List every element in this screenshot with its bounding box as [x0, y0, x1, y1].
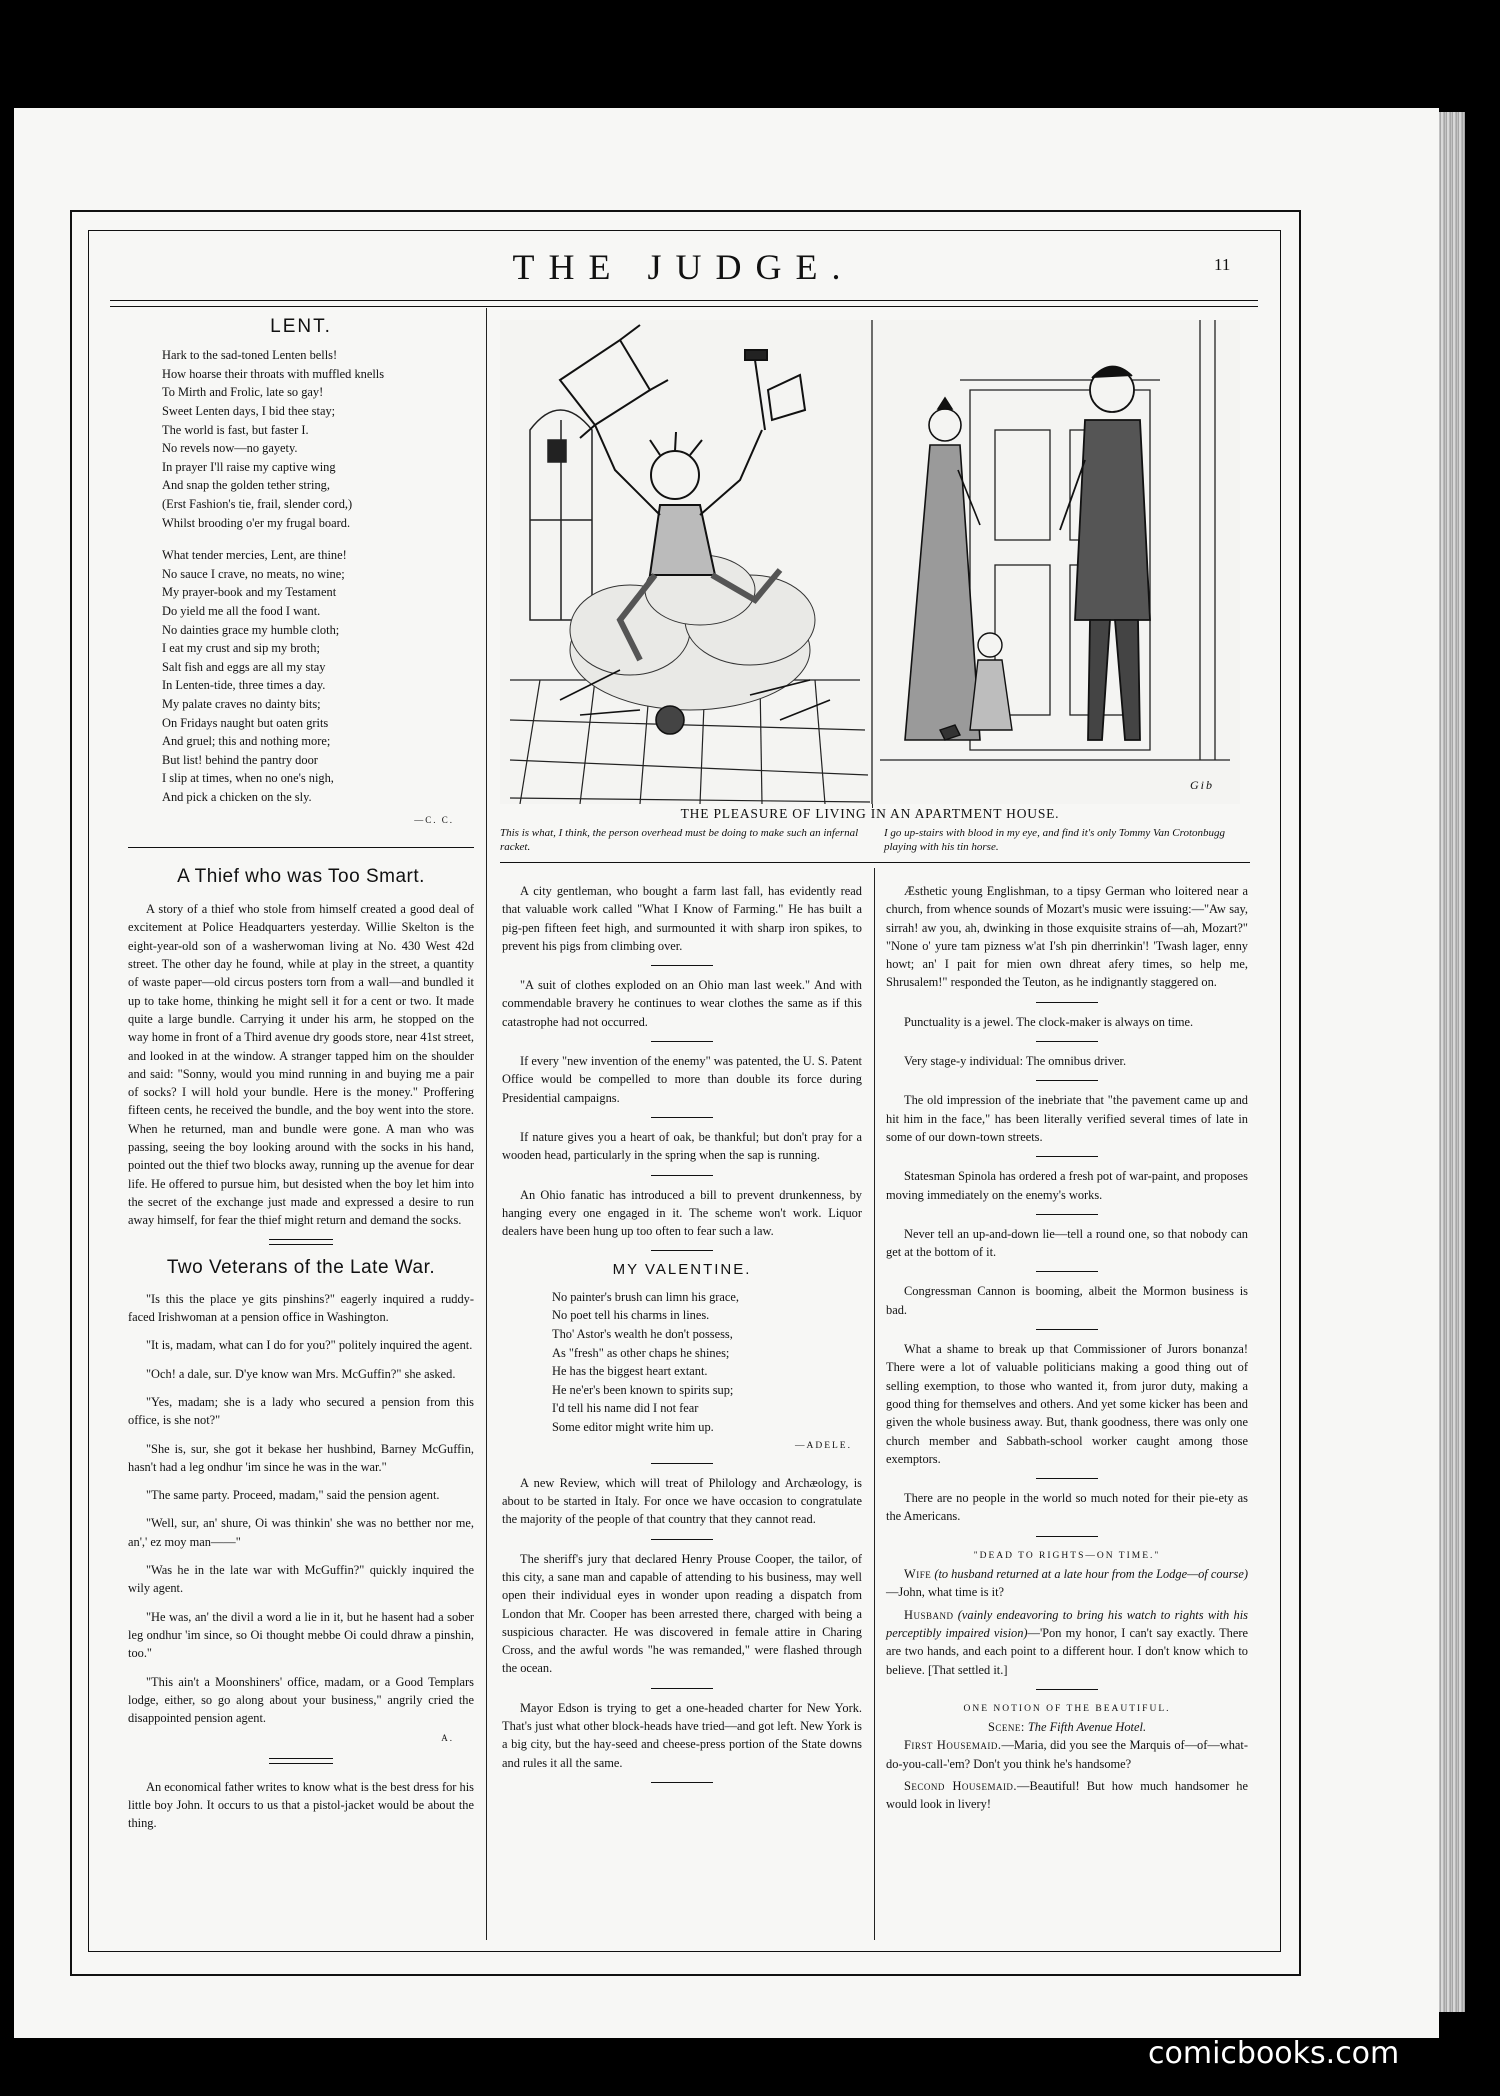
cartoon-left-subcaption: This is what, I think, the person overhead must be doing to make such an infernal racket.: [500, 827, 859, 853]
separator: [651, 1175, 713, 1176]
cartoon-svg: [500, 320, 1240, 804]
separator: [651, 965, 713, 966]
separator: [1036, 1041, 1098, 1042]
separator: [651, 1117, 713, 1118]
paragraph-item: Congressman Cannon is booming, albeit the Mormon business is bad.: [886, 1284, 1248, 1317]
column-2: [502, 882, 862, 1793]
valentine-signature: —ADELE.: [794, 1440, 852, 1451]
column-2-items: [502, 882, 862, 1251]
separator: [651, 1041, 713, 1042]
double-rule-2: [269, 1758, 333, 1764]
poem-line: He ne'er's been known to spirits sup;: [552, 1382, 734, 1397]
stanza-gap: [162, 532, 474, 546]
column-rule-2: [874, 868, 875, 1940]
veterans-paragraph: "It is, madam, what can I do for you?" politely inquired the agent.: [146, 1338, 473, 1353]
paragraph-item: There are no people in the world so much noted for their pie-ety as the Americans.: [886, 1491, 1248, 1524]
poem-line: Hark to the sad-toned Lenten bells!: [162, 348, 338, 363]
column-1: [128, 318, 474, 1843]
separator: [1036, 1478, 1098, 1479]
veterans-paragraph: "He was, an' the divil a word a lie in it, but he hasent had a sober leg ondhur 'im since, so Oi thought mebbe Oi could dhraw a pinshin, too.": [128, 1609, 474, 1661]
artist-signature: Gib: [1190, 778, 1214, 792]
separator: [1036, 1002, 1098, 1003]
paragraph-item: An Ohio fanatic has introduced a bill to prevent drunkenness, by hanging every one engaged in it. The scheme won't work. Liquor dealers have been hung up too often to fear such a law.: [502, 1187, 862, 1239]
poem-line: And gruel; this and nothing more;: [162, 734, 331, 749]
valentine-poem: [552, 1288, 862, 1437]
separator: [651, 1688, 713, 1689]
veterans-text: [128, 1290, 474, 1728]
veterans-title: Two Veterans of the Late War.: [166, 1257, 436, 1279]
column-3-items: [886, 882, 1248, 1537]
veterans-signature: A.: [441, 1733, 454, 1744]
poem-line: Do yield me all the food I want.: [162, 604, 321, 619]
poem-line: The world is fast, but faster I.: [162, 422, 309, 437]
thief-title: A Thief who was Too Smart.: [177, 865, 425, 887]
poem-line: I eat my crust and sip my broth;: [162, 641, 320, 656]
economical-text: An economical father writes to know what is the best dress for his little boy John. It occurs to us that a pistol-jacket would be about the thing.: [128, 1779, 474, 1831]
page-number: 11: [1214, 255, 1231, 274]
poem-line: In Lenten-tide, three times a day.: [162, 678, 326, 693]
masthead: THE JUDGE.: [512, 247, 855, 287]
separator: [1036, 1156, 1098, 1157]
double-rule: [269, 1239, 333, 1245]
husband-dialogue: Husband (vainly endeavoring to bring his watch to rights with his perceptibly impaired vision)—'Pon my honor, I can't say exactly. There are two hands, and each point to a different hour. I don't know which to believe. [That settled it.]: [886, 1607, 1248, 1677]
veterans-paragraph: "This ain't a Moonshiners' office, madam, or a Good Templars lodge, either, so go along about your business," angrily cried the disappointed pension agent.: [128, 1674, 474, 1726]
paragraph-item: A city gentleman, who bought a farm last fall, has evidently read that valuable work called "What I Know of Farming." He has built a pig-pen fifteen feet high, and surmounted it with sharp iron spikes, to prevent his pigs from climbing over.: [502, 884, 862, 953]
veterans-paragraph: "She is, sur, she got it bekase her hushbind, Barney McGuffin, hasn't had a leg ondhur 'im since he was in the war.": [128, 1441, 474, 1474]
separator: [1036, 1329, 1098, 1330]
column-rule-1: [486, 308, 487, 1940]
paragraph-item: The sheriff's jury that declared Henry Prouse Cooper, the tailor, of this city, a sane man and capable of attending to his business, may well open their individual eyes in wonder upon reading a dispatch from London that Mr. Cooper has been arrested there, charged with being a suspicious character. He was discovered in female attire in Charing Cross, and the awful words "he was remanded," were flashed through the ocean.: [502, 1551, 862, 1676]
separator: [651, 1250, 713, 1251]
notion-scene: Scene: The Fifth Avenue Hotel.: [987, 1720, 1147, 1735]
poem-line: My palate craves no dainty bits;: [162, 696, 321, 711]
cartoon-rule: [500, 862, 1250, 863]
poem-line: What tender mercies, Lent, are thine!: [162, 548, 347, 563]
veterans-paragraph: "Och! a dale, sur. D'ye know wan Mrs. McGuffin?" she asked.: [146, 1366, 456, 1381]
section-rule: [128, 847, 474, 848]
separator: [651, 1782, 713, 1783]
veterans-paragraph: "Was he in the late war with McGuffin?" quickly inquired the wily agent.: [128, 1563, 474, 1596]
separator: [651, 1539, 713, 1540]
notion-heading: ONE NOTION OF THE BEAUTIFUL.: [963, 1703, 1171, 1714]
poem-line: He has the biggest heart extant.: [552, 1364, 708, 1379]
poem-line: I'd tell his name did I not fear: [552, 1401, 699, 1416]
paragraph-item: If nature gives you a heart of oak, be thankful; but don't pray for a wooden head, particularly in the spring when the sap is running.: [502, 1129, 862, 1163]
separator-3: [1036, 1689, 1098, 1690]
poem-line: My prayer-book and my Testament: [162, 585, 337, 600]
paragraph-item: Mayor Edson is trying to get a one-headed charter for New York. That's just what other block-heads have tried—and got left. New York is a big city, but the hay-seed and cheese-press portion of the State downs and rules it all the same.: [502, 1700, 862, 1770]
lent-title: LENT.: [270, 316, 332, 337]
poem-line: And pick a chicken on the sly.: [162, 789, 312, 804]
poem-line: Whilst brooding o'er my frugal board.: [162, 515, 351, 530]
lent-poem: [162, 346, 474, 806]
separator: [1036, 1271, 1098, 1272]
masthead-rule-thin: [110, 306, 1258, 307]
dead-to-rights-heading: "DEAD TO RIGHTS—ON TIME.": [973, 1550, 1161, 1561]
veterans-paragraph: "The same party. Proceed, madam," said the pension agent.: [146, 1488, 440, 1503]
poem-line: But list! behind the pantry door: [162, 752, 318, 767]
lent-signature: —C. C.: [414, 814, 454, 825]
paragraph-item: If every "new invention of the enemy" was patented, the U. S. Patent Office would be compelled to more than double its force during Presidential campaigns.: [502, 1054, 862, 1105]
paragraph-item: What a shame to break up that Commissioner of Jurors bonanza! There were a lot of valuable politicians making a good thing out of selling exemption, to those who wanted it, from juror duty, making a good thing for themselves and others. And yet some kicker has been and given the whole business away. But, thank goodness, there was only one church member and Sabbath-school worker caught among those exemptors.: [886, 1342, 1248, 1466]
paragraph-item: Never tell an up-and-down lie—tell a round one, so that nobody can get at the bottom of it.: [886, 1226, 1248, 1260]
veterans-paragraph: "Yes, madam; she is a lady who secured a pension from this office, is she not?": [128, 1394, 474, 1428]
poem-line: No sauce I crave, no meats, no wine;: [162, 566, 345, 581]
veterans-paragraph: "Is this the place ye gits pinshins?" eagerly inquired a ruddy-faced Irishwoman at a pension office in Washington.: [128, 1291, 474, 1325]
site-watermark: comicbooks.com: [1148, 2036, 1400, 2071]
masthead-rule: [110, 300, 1258, 301]
valentine-title: MY VALENTINE.: [612, 1261, 752, 1279]
paragraph-item: Very stage-y individual: The omnibus driver.: [904, 1054, 1127, 1069]
poem-line: Some editor might write him up.: [552, 1419, 714, 1434]
poem-line: In prayer I'll raise my captive wing: [162, 459, 336, 474]
poem-line: No revels now—no gayety.: [162, 441, 298, 456]
poem-line: On Fridays naught but oaten grits: [162, 715, 329, 730]
poem-line: To Mirth and Frolic, late so gay!: [162, 385, 324, 400]
poem-line: Salt fish and eggs are all my stay: [162, 659, 326, 674]
cartoon-right-subcaption: I go up-stairs with blood in my eye, and find it's only Tommy Van Crotonbugg playing with his tin horse.: [884, 827, 1226, 853]
paragraph-item: "A suit of clothes exploded on an Ohio man last week." And with commendable bravery he continues to wear clothes the same as if this catastrophe had not occurred.: [502, 978, 862, 1029]
poem-line: No dainties grace my humble cloth;: [162, 622, 340, 637]
poem-line: I slip at times, when no one's nigh,: [162, 771, 334, 786]
second-housemaid: Second Housemaid.—Beautiful! But how much handsomer he would look in livery!: [886, 1778, 1248, 1812]
paragraph-item: The old impression of the inebriate that "the pavement came up and hit him in the face," has been literally verified several times of late in some of our down-town streets.: [886, 1093, 1248, 1144]
poem-line: And snap the golden tether string,: [162, 478, 330, 493]
thief-text: A story of a thief who stole from himself created a good deal of excitement at Police Headquarters yesterday. Willie Skelton is the eight-year-old son of a washerwoman living at No. 430 West 42d street. The other day he found, while at play in the street, a quantity of waste paper—old circus posters torn from a wall—and bundled it up to take home, thinking he might sell it for a cent or two. It made quite a large bundle. Carrying it under his arm, he stopped on the way home in front of a Third avenue dry goods store, near 41st street, and looked in at the window. A stranger tapped him on the shoulder and said: "Sonny, would you mind running in and buying me a pair of socks? I will hold your bundle. Here is the money." Proffering fifteen cents, he received the bundle, and the boy went into the store. When he returned, man and bundle were gone. A man who was passing, seeing the boy looking around with the socks in his hand, pointed out the thief two blocks away, running up the avenue for dear life. He offered to pursue him, but desisted when the boy let him into the secret of the exchange just made and expressed a desire to run away himself, for fear the thief might return and demand the socks.: [128, 902, 474, 1228]
cartoon-caption: THE PLEASURE OF LIVING IN AN APARTMENT HOUSE.: [680, 806, 1060, 821]
paragraph-item: Punctuality is a jewel. The clock-maker is always on time.: [904, 1014, 1194, 1029]
separator: [1036, 1080, 1098, 1081]
separator: [651, 1463, 713, 1464]
veterans-paragraph: "Well, sur, an' shure, Oi was thinkin' she was no betther nor me, an',' ez moy man——": [128, 1516, 474, 1549]
poem-line: No painter's brush can limn his grace,: [552, 1289, 740, 1304]
wife-dialogue: Wife (to husband returned at a late hour from the Lodge—of course)—John, what time is it?: [886, 1567, 1248, 1600]
paragraph-item: Statesman Spinola has ordered a fresh pot of war-paint, and proposes moving immediately on the enemy's works.: [886, 1169, 1248, 1202]
paragraph-item: Æsthetic young Englishman, to a tipsy German who loitered near a church, from whence sounds of Mozart's music were issuing:—"Aw say, sirrah! aw you, ah, dwinking in those exquisite strains of—ah, Mozart?" "None o' yure tam pizness w'at I'sh pin dherrinkin'! 'Twash lager, enny howt; an' I pait for mien own dhreat afery times, so help me, Shrusalem!" responded the Teuton, as he indignantly staggered on.: [886, 884, 1248, 990]
poem-line: No poet tell his charms in lines.: [552, 1308, 710, 1323]
poem-line: As "fresh" as other chaps he shines;: [552, 1345, 730, 1360]
poem-line: Tho' Astor's wealth he don't possess,: [552, 1326, 733, 1341]
first-housemaid: First Housemaid.—Maria, did you see the Marquis of—of—what-do-you-call-'em? Don't you think he's handsome?: [886, 1738, 1248, 1771]
poem-line: How hoarse their throats with muffled knells: [162, 366, 385, 381]
poem-line: (Erst Fashion's tie, frail, slender cord,): [162, 497, 353, 512]
cartoon-illustration: [500, 320, 1240, 804]
separator: [1036, 1214, 1098, 1215]
column-3: [886, 882, 1248, 1824]
separator: [1036, 1536, 1098, 1537]
paragraph-item: A new Review, which will treat of Philology and Archæology, is about to be started in Italy. For once we have occasion to congratulate the majority of the people of that country that they cannot read.: [502, 1475, 862, 1527]
column-2-items-2: [502, 1474, 862, 1783]
poem-line: Sweet Lenten days, I bid thee stay;: [162, 404, 336, 419]
